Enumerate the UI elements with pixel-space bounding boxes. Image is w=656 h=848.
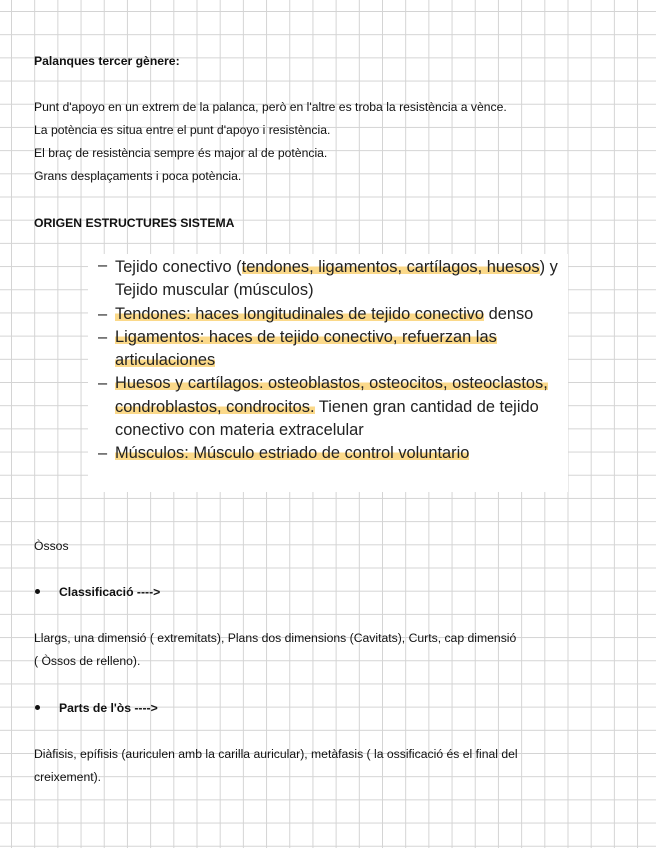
item-plain: Tejido conectivo ( bbox=[115, 258, 242, 276]
item-highlight: Tendones: haces longitudinales de tejido conectivo bbox=[115, 304, 485, 323]
lever-line-4: Grans desplaçaments i poca potència. bbox=[34, 169, 242, 183]
item-highlight: Huesos y cartílagos: osteoblastos, osteocitos, osteoclastos, condroblastos, condrocitos. bbox=[115, 374, 548, 416]
dash-marker: – bbox=[98, 327, 108, 346]
lever-line-3: El braç de resistència sempre és major al de potència. bbox=[34, 146, 328, 160]
classification-label: Classificació ----> bbox=[59, 585, 161, 599]
bullet-dot bbox=[35, 705, 40, 710]
dash-marker: – bbox=[98, 374, 108, 393]
list-item bbox=[88, 442, 568, 465]
parts-line-1: Diàfisis, epífisis (auriculen amb la carilla auricular), metàfasis ( la ossificació és el final del bbox=[34, 747, 518, 761]
lever-line-2: La potència es situa entre el punt d'apoyo i resistència. bbox=[34, 123, 331, 137]
classification-line-2: ( Òssos de relleno). bbox=[34, 654, 141, 668]
list-item bbox=[88, 254, 568, 303]
item-rest: denso bbox=[484, 304, 534, 323]
item-highlight: Músculos: Músculo estriado de control voluntario bbox=[115, 444, 470, 463]
embedded-screenshot bbox=[88, 254, 568, 492]
lever-title: Palanques tercer gènere: bbox=[34, 54, 180, 68]
parts-label: Parts de l'òs ----> bbox=[59, 701, 158, 715]
bones-heading: Òssos bbox=[34, 539, 69, 553]
classification-line-1: Llargs, una dimensió ( extremitats), Plans dos dimensions (Cavitats), Curts, cap dimensió bbox=[34, 631, 517, 645]
origin-list bbox=[88, 254, 568, 466]
item-rest: ) y Tejido muscular (músculos) bbox=[115, 258, 558, 300]
item-rest: Tienen gran cantidad de tejido conectivo con materia extracelular bbox=[115, 397, 539, 440]
parts-line-2: creixement). bbox=[34, 770, 102, 784]
dash-marker: – bbox=[98, 304, 108, 323]
dash-marker: – bbox=[98, 256, 108, 274]
lever-line-1: Punt d'apoyo en un extrem de la palanca, però en l'altre es troba la resistència a vènce. bbox=[34, 100, 507, 114]
origin-heading: ORIGEN ESTRUCTURES SISTEMA bbox=[34, 216, 235, 230]
list-item bbox=[88, 372, 568, 442]
dash-marker: – bbox=[98, 444, 108, 463]
list-item bbox=[88, 326, 568, 373]
item-highlight: Ligamentos: haces de tejido conectivo, refuerzan las articulaciones bbox=[115, 327, 497, 370]
bullet-dot bbox=[35, 589, 40, 594]
item-highlight: tendones, ligamentos, cartílagos, huesos bbox=[241, 258, 540, 276]
list-item bbox=[88, 303, 568, 326]
